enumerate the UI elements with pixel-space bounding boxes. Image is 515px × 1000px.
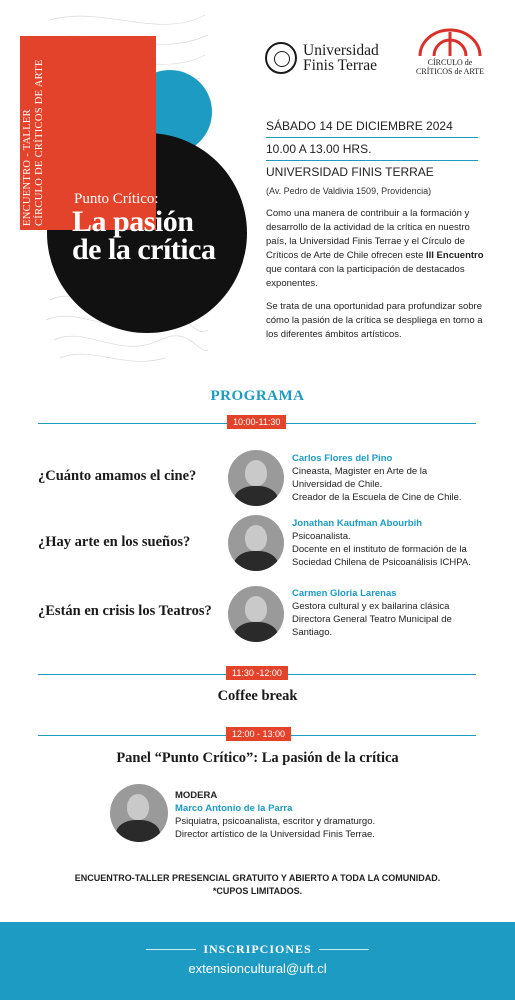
intro-p1-text-end: que contará con la participación de destacados exponentes. xyxy=(266,264,465,289)
cca-line-1: CÍRCULO de xyxy=(427,58,473,67)
speaker-info-2 xyxy=(292,517,492,569)
circulo-criticos-logo xyxy=(412,28,488,76)
talk-question-2: ¿Hay arte en los sueños? xyxy=(38,534,191,550)
inscriptions-heading: INSCRIPCIONES xyxy=(203,942,312,956)
talk-question-1: ¿Cuánto amamos el cine? xyxy=(38,468,197,484)
cca-line-2: CRÍTICOS de ARTE xyxy=(416,67,484,76)
finis-terrae-logo xyxy=(265,42,379,74)
contact-email[interactable]: extensioncultural@uft.cl xyxy=(188,961,327,976)
speaker-bio-2a: Psicoanalista. xyxy=(292,531,351,542)
event-date: SÁBADO 14 DE DICIEMBRE 2024 xyxy=(266,115,478,138)
event-address: (Av. Pedro de Valdivia 1509, Providencia) xyxy=(266,186,432,196)
intro-p1-bold: III Encuentro xyxy=(426,250,484,261)
arch-logo-icon xyxy=(414,28,486,58)
speaker-bio-3c: Santiago. xyxy=(292,627,333,638)
intro-p1-text: Como una manera de contribuir a la formación y desarrollo de la actividad de la crítica en nuestro país, la Universidad Finis Terrae y el Círculo de Críticos de Arte de Chile ofrecen este xyxy=(266,208,470,261)
program-heading: PROGRAMA xyxy=(210,388,305,404)
footer-note-2: *CUPOS LIMITADOS. xyxy=(212,886,303,896)
time-slot-1: 10:00-11:30 xyxy=(227,415,286,429)
panel-title: Panel “Punto Crítico”: La pasión de la crítica xyxy=(116,750,399,766)
moderator-photo xyxy=(110,784,168,842)
vertical-event-label xyxy=(22,36,46,226)
speaker-name-2: Jonathan Kaufman Abourbih xyxy=(292,518,423,529)
speaker-bio-1b: Universidad de Chile. xyxy=(292,479,383,490)
moderator-name: Marco Antonio de la Parra xyxy=(175,803,293,814)
vertical-line-2: CÍRCULO DE CRÍTICOS DE ARTE xyxy=(34,59,45,226)
event-time: 10.00 A 13.00 HRS. xyxy=(266,138,478,161)
speaker-bio-1c: Creador de la Escuela de Cine de Chile. xyxy=(292,492,462,503)
moderator-bio-1: Psiquiatra, psicoanalista, escritor y dramaturgo. xyxy=(175,816,376,827)
speaker-info-1 xyxy=(292,452,492,504)
university-name-line-1: Universidad xyxy=(303,42,379,59)
intro-paragraph-1 xyxy=(266,207,491,291)
intro-paragraph-2: Se trata de una oportunidad para profundizar sobre cómo la pasión de la crítica se despliega en torno a los diferentes ámbitos artísticos. xyxy=(266,301,483,340)
speaker-photo-2 xyxy=(228,515,284,571)
speaker-info-3 xyxy=(292,587,492,639)
event-venue: UNIVERSIDAD FINIS TERRAE xyxy=(266,165,434,179)
speaker-photo-3 xyxy=(228,586,284,642)
moderator-label: MODERA xyxy=(175,790,218,801)
footer-note xyxy=(0,872,515,898)
inscriptions-band xyxy=(0,922,515,1000)
speaker-bio-3a: Gestora cultural y ex bailarina clásica xyxy=(292,601,450,612)
speaker-name-1: Carlos Flores del Pino xyxy=(292,453,393,464)
moderator-info xyxy=(175,789,415,841)
university-seal-icon xyxy=(265,42,297,74)
event-details xyxy=(266,115,478,196)
hero-subtitle: Punto Crítico: xyxy=(74,191,159,207)
hero-title-line-1: La pasión xyxy=(72,205,194,238)
time-slot-3: 12:00 - 13:00 xyxy=(226,727,291,741)
moderator-bio-2: Director artístico de la Universidad Finis Terrae. xyxy=(175,829,375,840)
speaker-bio-2c: Sociedad Chilena de Psicoanálisis ICHPA. xyxy=(292,557,471,568)
coffee-break: Coffee break xyxy=(217,688,298,704)
talk-question-3: ¿Están en crisis los Teatros? xyxy=(38,603,212,619)
university-name xyxy=(303,43,379,73)
time-slot-2: 11:30 -12:00 xyxy=(226,666,288,680)
university-name-line-2: Finis Terrae xyxy=(303,57,377,74)
speaker-photo-1 xyxy=(228,450,284,506)
speaker-bio-1a: Cineasta, Magister en Arte de la xyxy=(292,466,428,477)
intro-text xyxy=(266,207,491,342)
footer-note-1: ENCUENTRO-TALLER PRESENCIAL GRATUITO Y ABIERTO A TODA LA COMUNIDAD. xyxy=(74,873,441,883)
vertical-line-1: ENCUENTRO - TALLER xyxy=(22,109,33,226)
speaker-name-3: Carmen Gloria Larenas xyxy=(292,588,397,599)
speaker-bio-3b: Directora General Teatro Municipal de xyxy=(292,614,452,625)
hero-title-line-2: de la crítica xyxy=(72,233,216,266)
hero-title xyxy=(72,205,216,266)
speaker-bio-2b: Docente en el instituto de formación de la xyxy=(292,544,467,555)
